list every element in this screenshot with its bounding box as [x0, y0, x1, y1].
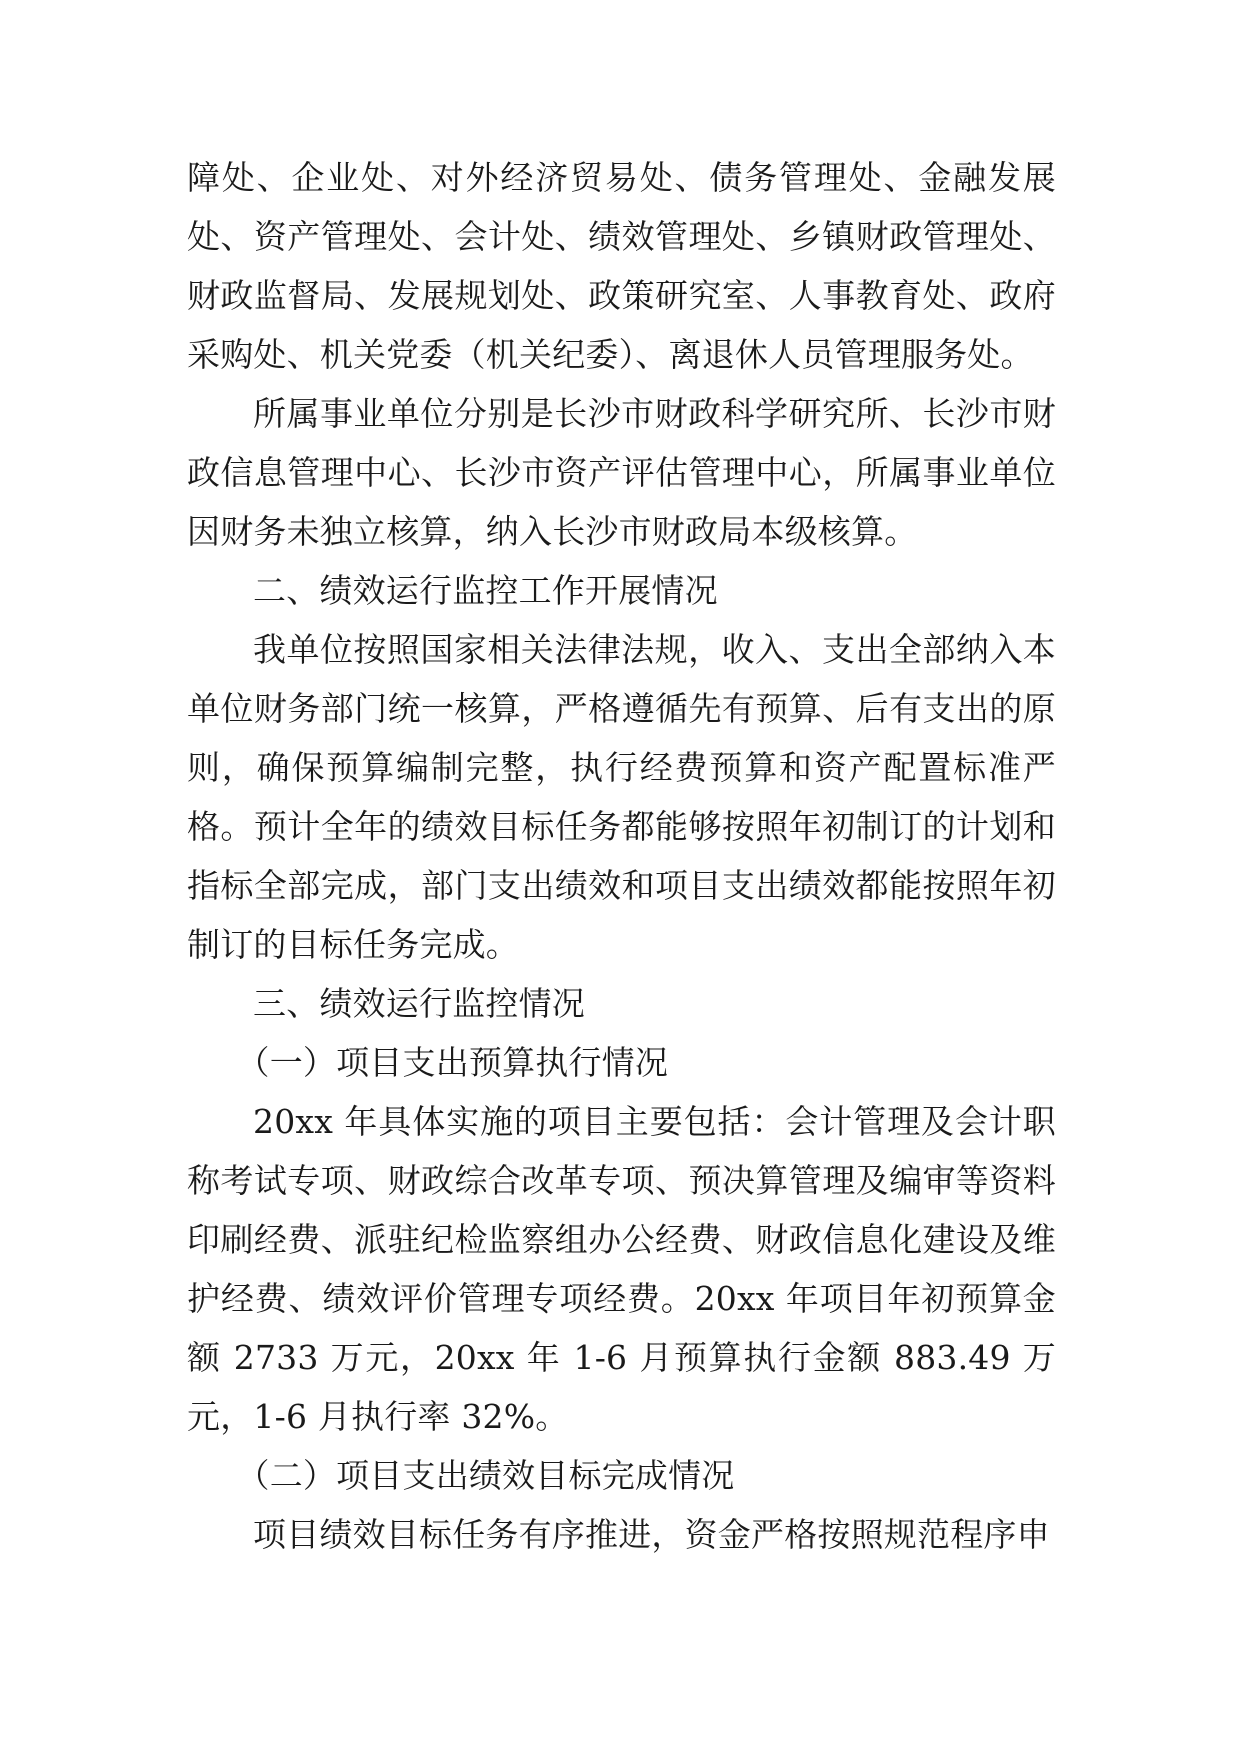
subsection-heading-1: （一）项目支出预算执行情况	[236, 1043, 669, 1082]
subsection-heading-2: （二）项目支出绩效目标完成情况	[236, 1456, 735, 1495]
section-heading-3: 三、绩效运行监控情况	[253, 984, 585, 1023]
section-heading-2: 二、绩效运行监控工作开展情况	[253, 571, 718, 610]
paragraph-monitoring-work: 我单位按照国家相关法律法规，收入、支出全部纳入本单位财务部门统一核算，严格遵循先有预算、后有支出的原则，确保预算编制完整，执行经费预算和资产配置标准严格。预计全年的绩效目标任务都能够按照年初制订的计划和指标全部完成，部门支出绩效和项目支出绩效都能按照年初制订的目标任务完成。	[187, 630, 1056, 964]
paragraph-department-list: 障处、企业处、对外经济贸易处、债务管理处、金融发展处、资产管理处、会计处、绩效管理处、乡镇财政管理处、财政监督局、发展规划处、政策研究室、人事教育处、政府采购处、机关党委（机关纪委）、离退休人员管理服务处。	[187, 158, 1056, 374]
paragraph-performance-goals: 项目绩效目标任务有序推进，资金严格按照规范程序申	[253, 1515, 1050, 1554]
document-body	[187, 148, 1056, 1564]
paragraph-affiliated-units: 所属事业单位分别是长沙市财政科学研究所、长沙市财政信息管理中心、长沙市资产评估管理中心，所属事业单位因财务未独立核算，纳入长沙市财政局本级核算。	[187, 394, 1056, 551]
paragraph-budget-execution: 20xx 年具体实施的项目主要包括：会计管理及会计职称考试专项、财政综合改革专项、预决算管理及编审等资料印刷经费、派驻纪检监察组办公经费、财政信息化建设及维护经费、绩效评价管理专项经费。20xx 年项目年初预算金额 2733 万元，20xx 年 1-6 月预算执行金额 883.49 万元，1-6 月执行率 32%。	[187, 1102, 1056, 1436]
